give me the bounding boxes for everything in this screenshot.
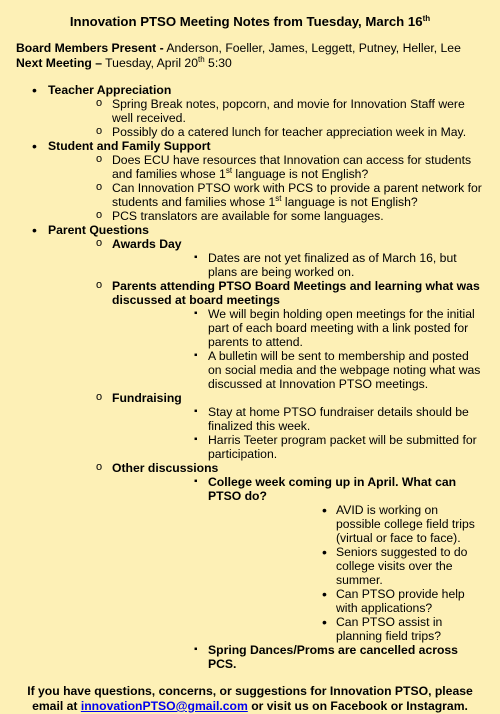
board-members: Board Members Present - Anderson, Foeller, James, Leggett, Putney, Heller, Lee: [16, 41, 461, 55]
list-item: • AVID is working on possible college field trips (virtual or face to face).: [208, 503, 484, 545]
subsection-board-meetings: o Parents attending PTSO Board Meetings and learning what was discussed at board meetings ▪ We will begin holding open meetings for the initial part of each board meeting with a link posted for parents to attend. ▪ A bulletin will be sent to membership and posted on social media and the webpage noting what was discussed at Innovation PTSO meetings.: [48, 279, 484, 391]
list-item: ▪ Stay at home PTSO fundraiser details should be finalized this week.: [112, 405, 484, 433]
subsection-awards-day: o Awards Day ▪ Dates are not yet finalized as of March 16, but plans are being worked on.: [48, 237, 484, 279]
list-item: ▪ Dates are not yet finalized as of March 16, but plans are being worked on.: [112, 251, 484, 279]
page-title: Innovation PTSO Meeting Notes from Tuesday, March 16th: [69, 14, 431, 29]
contact-footer: If you have questions, concerns, or suggestions for Innovation PTSO, please email at innovationPTSO@gmail.com or visit us on Facebook or Instagram.: [27, 684, 473, 713]
section-teacher-appreciation: • Teacher Appreciation o Spring Break notes, popcorn, and movie for Innovation Staff were well received. o Possibly do a catered lunch for teacher appreciation week in May.: [16, 83, 484, 139]
list-item: • Can PTSO assist in planning field trips?: [208, 615, 484, 643]
list-item: ▪ Spring Dances/Proms are cancelled across PCS.: [112, 643, 484, 671]
subsection-fundraising: o Fundraising ▪ Stay at home PTSO fundraiser details should be finalized this week. ▪ Harris Teeter program packet will be submitted for participation.: [48, 391, 484, 461]
list-item: • Seniors suggested to do college visits over the summer.: [208, 545, 484, 587]
section-parent-questions: • Parent Questions o Awards Day ▪ Dates are not yet finalized as of March 16, but plans are being worked on. o Parents attending PTSO Board Meetings and learning what was discussed at board meetings ▪ We will begin holding open meetings for the initial part of each board meeting with a link posted for parents to attend. ▪ A bulletin will be sent to membership and posted on social media and the webpage noting what was discussed at Innovation PTSO meetings. o Fundraising ▪ Stay at home PTSO fundraiser details should be finalized this week. ▪ Harris Teeter program packet will be submitted for participation. o Other discussions ▪ College week coming up in April. What can PTSO do? • AVID is working on possible college field trips (virtual or face to face). • Seniors suggested to do college visits over the summer. • Can PTSO provide help with applications? • Can PTSO assist in planning field trips? ▪ Spring Dances/Proms are cancelled across PCS.: [16, 223, 484, 671]
list-item: o Can Innovation PTSO work with PCS to provide a parent network for students and families whose 1st language is not English?: [48, 181, 484, 209]
email-link[interactable]: innovationPTSO@gmail.com: [80, 699, 248, 713]
list-item: o Does ECU have resources that Innovation can access for students and families whose 1st language is not English?: [48, 153, 484, 181]
list-item: o Possibly do a catered lunch for teacher appreciation week in May.: [48, 125, 484, 139]
list-item: • Can PTSO provide help with applications?: [208, 587, 484, 615]
next-meeting: Next Meeting – Tuesday, April 20th 5:30: [16, 55, 232, 70]
subsection-other-discussions: o Other discussions ▪ College week coming up in April. What can PTSO do? • AVID is working on possible college field trips (virtual or face to face). • Seniors suggested to do college visits over the summer. • Can PTSO provide help with applications? • Can PTSO assist in planning field trips? ▪ Spring Dances/Proms are cancelled across PCS.: [48, 461, 484, 671]
list-item: o Spring Break notes, popcorn, and movie for Innovation Staff were well received.: [48, 97, 484, 125]
agenda-list: [16, 83, 484, 671]
list-item: o PCS translators are available for some languages.: [48, 209, 484, 223]
list-item: ▪ A bulletin will be sent to membership and posted on social media and the webpage noting what was discussed at Innovation PTSO meetings.: [112, 349, 484, 391]
list-item: ▪ We will begin holding open meetings for the initial part of each board meeting with a link posted for parents to attend.: [112, 307, 484, 349]
college-week-item: ▪ College week coming up in April. What can PTSO do? • AVID is working on possible college field trips (virtual or face to face). • Seniors suggested to do college visits over the summer. • Can PTSO provide help with applications? • Can PTSO assist in planning field trips?: [112, 475, 484, 643]
list-item: ▪ Harris Teeter program packet will be submitted for participation.: [112, 433, 484, 461]
section-student-family-support: • Student and Family Support o Does ECU have resources that Innovation can access for students and families whose 1st language is not English? o Can Innovation PTSO work with PCS to provide a parent network for students and families whose 1st language is not English? o PCS translators are available for some languages.: [16, 139, 484, 223]
